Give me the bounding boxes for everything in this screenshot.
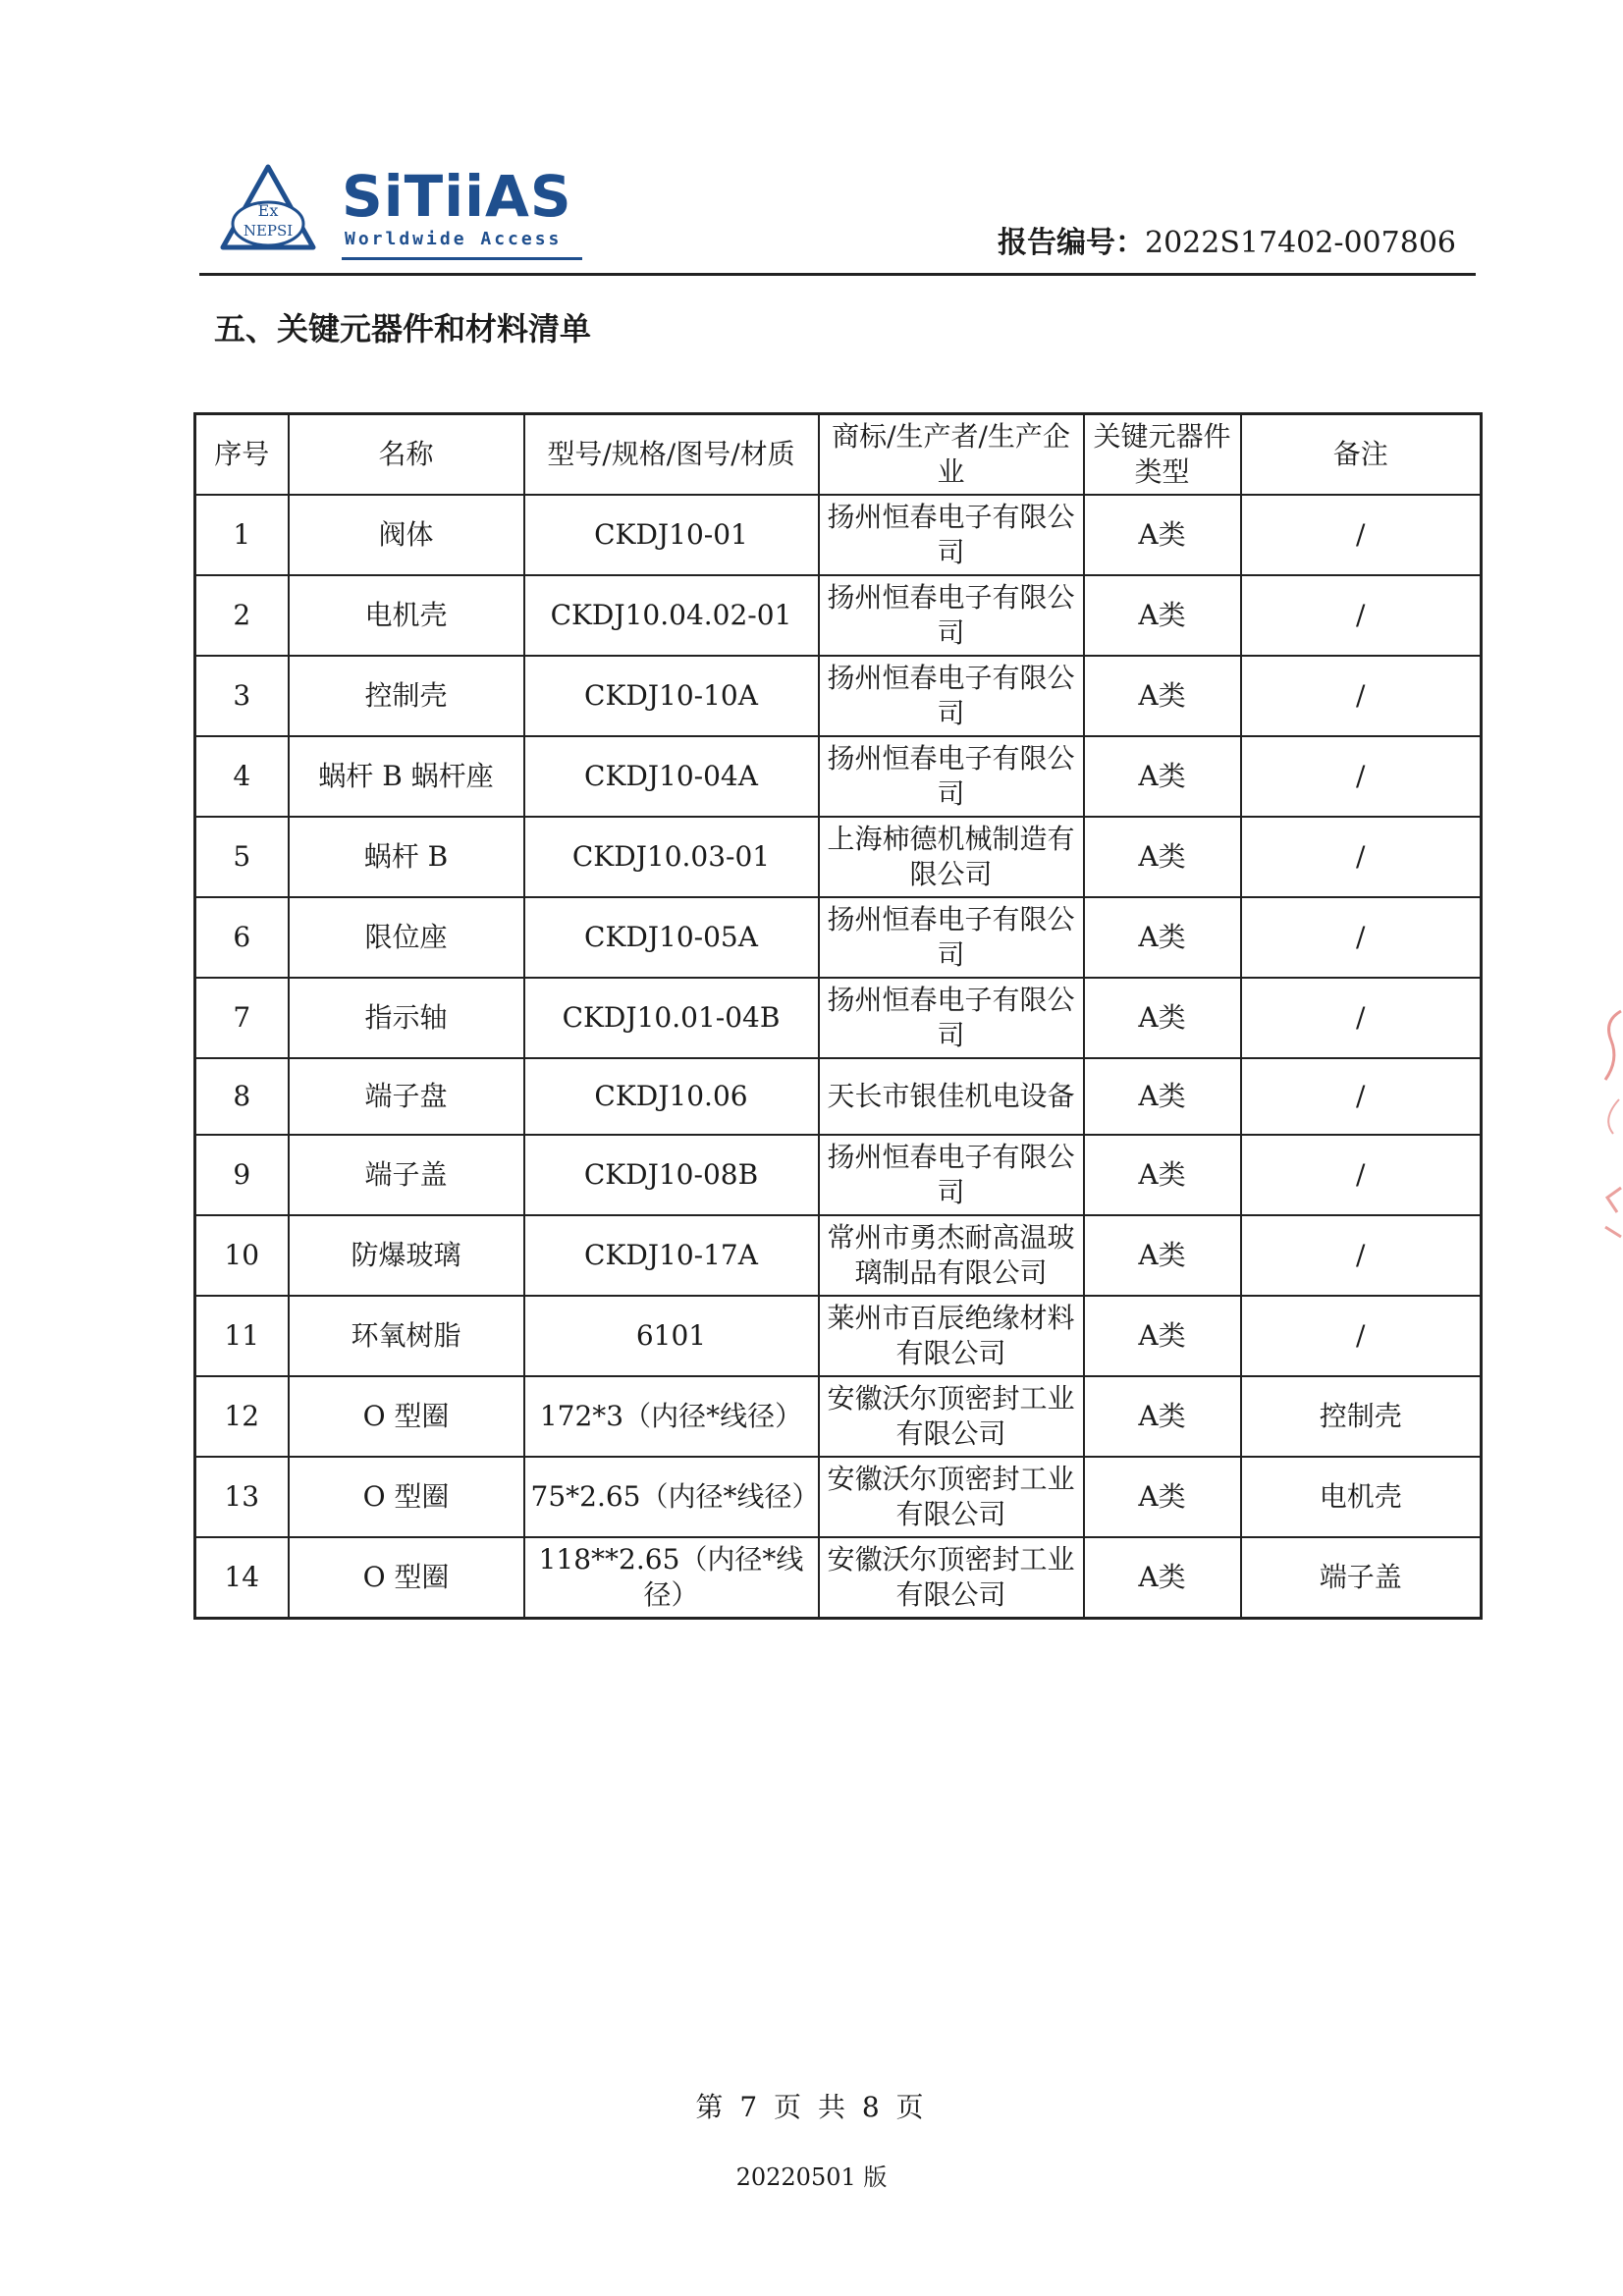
table-row <box>195 1537 1482 1619</box>
cell-type: A类 <box>1084 1135 1241 1215</box>
cell-remark: / <box>1241 1135 1482 1215</box>
logo-brand-text: SiTiiAS <box>342 163 572 230</box>
table-row <box>195 656 1482 736</box>
cell-type: A类 <box>1084 575 1241 656</box>
cell-type: A类 <box>1084 897 1241 978</box>
cell-name: 控制壳 <box>289 656 524 736</box>
cell-model: CKDJ10.01-04B <box>524 978 819 1058</box>
table-row <box>195 978 1482 1058</box>
table-row <box>195 1135 1482 1215</box>
cell-manufacturer: 上海柿德机械制造有限公司 <box>819 817 1084 897</box>
header-divider <box>199 273 1476 276</box>
cell-remark: / <box>1241 897 1482 978</box>
cell-index: 6 <box>195 897 289 978</box>
cell-name: 限位座 <box>289 897 524 978</box>
cell-remark: / <box>1241 817 1482 897</box>
cell-index: 11 <box>195 1296 289 1376</box>
cell-remark: / <box>1241 495 1482 575</box>
cell-index: 9 <box>195 1135 289 1215</box>
document-version: 20220501 版 <box>735 2163 888 2191</box>
cell-type: A类 <box>1084 978 1241 1058</box>
cell-index: 7 <box>195 978 289 1058</box>
red-seal-fragment-icon <box>1594 1001 1623 1276</box>
cell-manufacturer: 安徽沃尔顶密封工业有限公司 <box>819 1376 1084 1457</box>
header-index: 序号 <box>195 414 289 496</box>
cell-remark: 端子盖 <box>1241 1537 1482 1619</box>
cell-name: 端子盖 <box>289 1135 524 1215</box>
header-type: 关键元器件类型 <box>1084 414 1241 496</box>
cell-name: 蜗杆 B <box>289 817 524 897</box>
cell-index: 4 <box>195 736 289 817</box>
cell-model: CKDJ10-04A <box>524 736 819 817</box>
cell-remark: / <box>1241 1296 1482 1376</box>
table-row <box>195 1058 1482 1135</box>
cell-manufacturer: 安徽沃尔顶密封工业有限公司 <box>819 1457 1084 1537</box>
table-row <box>195 736 1482 817</box>
header-model: 型号/规格/图号/材质 <box>524 414 819 496</box>
cell-remark: / <box>1241 656 1482 736</box>
cell-remark: / <box>1241 575 1482 656</box>
cell-type: A类 <box>1084 495 1241 575</box>
page-number: 第 7 页 共 8 页 <box>695 2091 928 2123</box>
table-row <box>195 1376 1482 1457</box>
cell-name: O 型圈 <box>289 1376 524 1457</box>
cell-index: 1 <box>195 495 289 575</box>
cell-type: A类 <box>1084 817 1241 897</box>
cell-manufacturer: 扬州恒春电子有限公司 <box>819 897 1084 978</box>
cell-remark: 控制壳 <box>1241 1376 1482 1457</box>
cell-type: A类 <box>1084 1058 1241 1135</box>
components-table <box>193 412 1483 1620</box>
cell-model: CKDJ10.04.02-01 <box>524 575 819 656</box>
cell-remark: / <box>1241 1215 1482 1296</box>
section-title: 五、关键元器件和材料清单 <box>214 310 592 347</box>
cell-index: 3 <box>195 656 289 736</box>
header-remark: 备注 <box>1241 414 1482 496</box>
table-row <box>195 1296 1482 1376</box>
cell-name: 阀体 <box>289 495 524 575</box>
cell-manufacturer: 安徽沃尔顶密封工业有限公司 <box>819 1537 1084 1619</box>
cell-remark: / <box>1241 978 1482 1058</box>
cell-model: 172*3（内径*线径） <box>524 1376 819 1457</box>
cell-manufacturer: 扬州恒春电子有限公司 <box>819 978 1084 1058</box>
cell-model: CKDJ10-01 <box>524 495 819 575</box>
cell-remark: / <box>1241 736 1482 817</box>
sitiias-logo <box>342 163 587 265</box>
cell-type: A类 <box>1084 736 1241 817</box>
cell-model: CKDJ10.03-01 <box>524 817 819 897</box>
cell-type: A类 <box>1084 1457 1241 1537</box>
logo-tagline: Worldwide Access <box>345 229 563 249</box>
report-number-label: 报告编号： <box>998 226 1145 260</box>
cell-manufacturer: 天长市银佳机电设备 <box>819 1058 1084 1135</box>
nepsi-logo-icon <box>219 163 317 261</box>
cell-manufacturer: 扬州恒春电子有限公司 <box>819 495 1084 575</box>
table-row <box>195 575 1482 656</box>
cell-name: 端子盘 <box>289 1058 524 1135</box>
cell-model: CKDJ10-10A <box>524 656 819 736</box>
header-name: 名称 <box>289 414 524 496</box>
cell-manufacturer: 扬州恒春电子有限公司 <box>819 1135 1084 1215</box>
cell-model: CKDJ10.06 <box>524 1058 819 1135</box>
cell-remark: 电机壳 <box>1241 1457 1482 1537</box>
cell-type: A类 <box>1084 1296 1241 1376</box>
document-header <box>199 157 1476 275</box>
cell-name: O 型圈 <box>289 1457 524 1537</box>
cell-name: 蜗杆 B 蜗杆座 <box>289 736 524 817</box>
table-row <box>195 817 1482 897</box>
cell-index: 13 <box>195 1457 289 1537</box>
cell-model: 6101 <box>524 1296 819 1376</box>
table-header-row <box>195 414 1482 496</box>
cell-name: 防爆玻璃 <box>289 1215 524 1296</box>
cell-index: 12 <box>195 1376 289 1457</box>
cell-name: 环氧树脂 <box>289 1296 524 1376</box>
cell-model: CKDJ10-08B <box>524 1135 819 1215</box>
table-row <box>195 1457 1482 1537</box>
cell-name: 电机壳 <box>289 575 524 656</box>
cell-manufacturer: 常州市勇杰耐高温玻璃制品有限公司 <box>819 1215 1084 1296</box>
cell-type: A类 <box>1084 1376 1241 1457</box>
table-row <box>195 1215 1482 1296</box>
cell-model: CKDJ10-17A <box>524 1215 819 1296</box>
cell-name: O 型圈 <box>289 1537 524 1619</box>
cell-model: CKDJ10-05A <box>524 897 819 978</box>
svg-text:NEPSI: NEPSI <box>243 222 294 240</box>
svg-text:Ex: Ex <box>257 201 279 220</box>
cell-model: 75*2.65（内径*线径） <box>524 1457 819 1537</box>
cell-name: 指示轴 <box>289 978 524 1058</box>
table-row <box>195 897 1482 978</box>
cell-type: A类 <box>1084 1215 1241 1296</box>
cell-manufacturer: 扬州恒春电子有限公司 <box>819 575 1084 656</box>
logo-underline <box>342 257 582 260</box>
report-number <box>998 218 1456 261</box>
cell-index: 10 <box>195 1215 289 1296</box>
cell-type: A类 <box>1084 1537 1241 1619</box>
table-row <box>195 495 1482 575</box>
cell-model: 118**2.65（内径*线径） <box>524 1537 819 1619</box>
cell-manufacturer: 扬州恒春电子有限公司 <box>819 736 1084 817</box>
cell-remark: / <box>1241 1058 1482 1135</box>
cell-index: 5 <box>195 817 289 897</box>
cell-index: 14 <box>195 1537 289 1619</box>
cell-index: 8 <box>195 1058 289 1135</box>
cell-index: 2 <box>195 575 289 656</box>
report-number-value: 2022S17402-007806 <box>1145 226 1456 260</box>
cell-manufacturer: 扬州恒春电子有限公司 <box>819 656 1084 736</box>
header-manufacturer: 商标/生产者/生产企业 <box>819 414 1084 496</box>
cell-manufacturer: 莱州市百辰绝缘材料有限公司 <box>819 1296 1084 1376</box>
cell-type: A类 <box>1084 656 1241 736</box>
